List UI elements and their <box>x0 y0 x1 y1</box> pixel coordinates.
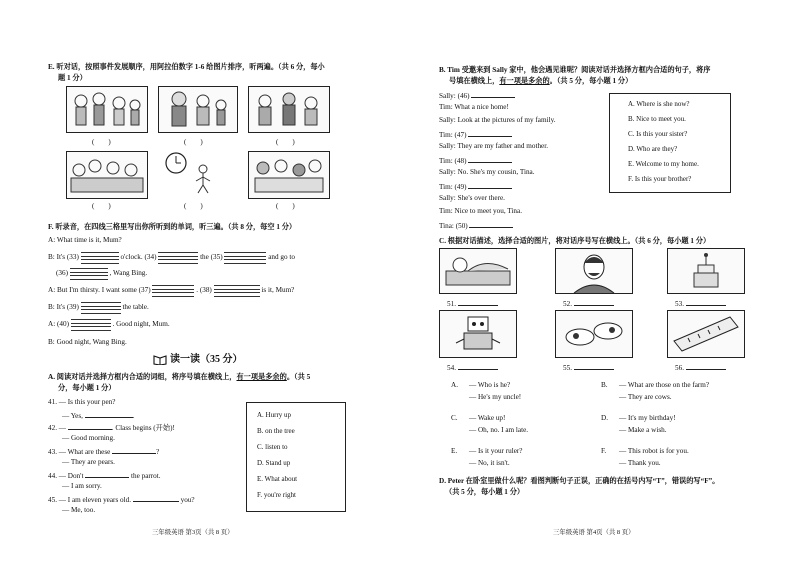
section-a-title-underlined: 有一项是多余的 <box>236 373 287 381</box>
c-num-51-label: 51. <box>447 300 456 308</box>
f-line-4-b: . (38) <box>196 286 212 295</box>
b-line-48 <box>439 155 512 166</box>
dialog-a-line-2: — He's my uncle! <box>469 393 522 401</box>
answer-fourline-34[interactable] <box>158 252 198 263</box>
section-e-title: E. 听对话，按照事件发展顺序，用阿拉伯数字 1-6 给图片排序，听两遍。（共 6 分，每小 <box>48 63 325 71</box>
answer-blank-48[interactable] <box>468 155 512 163</box>
q44-line-2: — I am sorry. <box>62 482 102 490</box>
f-line-2-b: o'clock. (34) <box>120 253 157 262</box>
dialog-c-line-1: — Wake up! <box>469 414 506 422</box>
picture-birthday-cake <box>667 248 745 294</box>
option-d: D. Stand up <box>257 459 291 467</box>
section-a-title-cont: 分，每小题 1 分） <box>58 384 116 392</box>
q45-line-1 <box>48 494 195 505</box>
f-line-2-c: the (35) <box>200 253 223 262</box>
dialog-a-letter: A. <box>451 381 458 389</box>
b-line-47 <box>439 129 512 140</box>
section-b-title: B. Tim 受邀来到 Sally 家中，他会遇见谁呢？阅读对话并选择方框内合适的句子，将序 <box>439 66 711 74</box>
answer-blank-43[interactable] <box>112 446 156 454</box>
picture-wake-up <box>439 248 517 294</box>
picture-robot <box>439 310 517 358</box>
b-line-46 <box>439 90 515 101</box>
q44-text-b: the parrot. <box>131 472 161 480</box>
b-line-50-text: Tina: (50) <box>439 222 468 230</box>
q41-line-1: 41. — Is this your pen? <box>48 398 116 406</box>
dialog-e-line-1: — Is it your ruler? <box>469 447 523 455</box>
section-d-title-cont: （共 5 分，每小题 1 分） <box>445 488 525 496</box>
q42-line-1: 42. — . Class begins (开始)! <box>48 424 175 432</box>
section-f-title: F. 听录音，在四线三格里写出你所听到的单词，听三遍。（共 8 分，每空 1 分） <box>48 223 297 231</box>
answer-blank-52[interactable] <box>574 298 614 306</box>
dialog-c-letter: C. <box>451 414 458 422</box>
f-line-7: B: Good night, Wang Bing. <box>48 338 127 346</box>
picture-cows <box>555 310 633 358</box>
reading-section-title: 读一读（35 分） <box>170 354 243 365</box>
answer-blank-55[interactable] <box>574 362 614 370</box>
section-b-title-underlined: 有一项是多余的 <box>499 77 550 85</box>
option-b-f: F. Is this your brother? <box>628 175 692 183</box>
dialog-f-letter: F. <box>601 447 607 455</box>
f-line-6-b: . Good night, Mum. <box>112 320 170 329</box>
c-num-52 <box>563 298 614 309</box>
c-num-53 <box>675 298 726 309</box>
dialog-a-line-1: — Who is he? <box>469 381 511 389</box>
q42-dash: 42. — <box>48 424 66 432</box>
left-footer: 三年级英语 第3页（共 8 页） <box>152 529 234 536</box>
answer-fourline-33[interactable] <box>81 252 119 263</box>
b-line-49-text: Tim: (49) <box>439 183 467 191</box>
picture-family-scene-4 <box>66 151 148 199</box>
answer-paren-4[interactable]: ( ) <box>92 202 111 210</box>
dialog-e-line-2: — No, it isn't. <box>469 459 510 467</box>
answer-fourline-40[interactable] <box>71 319 111 330</box>
q45-line-2: — Me, too. <box>62 506 96 514</box>
c-num-56 <box>675 362 726 373</box>
f-line-4-c: is it, Mum? <box>261 286 295 295</box>
c-num-55-label: 55. <box>563 364 572 372</box>
answer-paren-3[interactable]: ( ) <box>276 138 295 146</box>
dialog-b-letter: B. <box>601 381 608 389</box>
cow-icon <box>556 311 632 357</box>
q41-line-2: — Yes, . <box>62 412 135 420</box>
b-line-10: Tim: Nice to meet you, Tina. <box>439 207 522 215</box>
f-line-1: A: What time is it, Mum? <box>48 236 122 244</box>
section-b-title-cont <box>449 76 632 86</box>
f-line-5 <box>48 302 149 313</box>
dialog-f-line-2: — Thank you. <box>619 459 661 467</box>
c-num-55 <box>563 362 614 373</box>
reading-section-heading <box>153 350 243 365</box>
picture-clock-child <box>158 151 236 197</box>
section-b-title-cont-b: 。（共 5 分，每小题 1 分） <box>549 77 633 85</box>
f-line-5-a: B: It's (39) <box>48 303 79 312</box>
c-num-51 <box>447 298 498 309</box>
c-num-53-label: 53. <box>675 300 684 308</box>
picture-family-scene-3 <box>248 86 330 133</box>
f-line-3-a: (36) <box>56 269 68 278</box>
picture-family-scene-1 <box>66 86 148 133</box>
man-portrait-icon <box>556 249 632 293</box>
answer-paren-2[interactable]: ( ) <box>184 138 203 146</box>
clock-icon <box>158 151 236 197</box>
family-drawing-icon <box>249 152 329 198</box>
dialog-c-line-2: — Oh, no. I am late. <box>469 426 529 434</box>
book-icon <box>153 354 167 365</box>
picture-family-scene-5 <box>248 151 330 199</box>
option-e: E. What about <box>257 475 298 483</box>
section-a-title <box>48 372 310 382</box>
q44-line-1 <box>48 470 161 481</box>
answer-blank-56[interactable] <box>686 362 726 370</box>
b-line-5: Sally: They are my father and mother. <box>439 142 549 150</box>
family-drawing-icon <box>249 87 329 132</box>
dialog-b-line-1: — What are those on the farm? <box>619 381 710 389</box>
section-a-title-main: A. 阅读对话并选择方框内合适的词组，将序号填在横线上， <box>48 373 237 381</box>
f-line-5-b: the table. <box>122 303 149 312</box>
picture-ruler <box>667 310 745 358</box>
family-drawing-icon <box>159 87 237 132</box>
c-num-52-label: 52. <box>563 300 572 308</box>
option-b: B. on the tree <box>257 427 295 435</box>
picture-family-scene-2 <box>158 86 238 133</box>
family-drawing-icon <box>67 87 147 132</box>
picture-uncle <box>555 248 633 294</box>
right-page <box>397 0 794 561</box>
dialog-b-line-2: — They are cows. <box>619 393 672 401</box>
bed-icon <box>440 249 516 293</box>
q42-line-2: — Good morning. <box>62 434 115 442</box>
answer-blank-54[interactable] <box>458 362 498 370</box>
option-c: C. listen to <box>257 443 288 451</box>
section-c-title: C. 根据对话描述，选择合适的图片，将对话序号写在横线上。（共 6 分，每小题 1 分） <box>439 237 711 245</box>
q44-text-a: 44. — Don't <box>48 472 84 480</box>
answer-fourline-39[interactable] <box>81 302 121 313</box>
option-b-c: C. Is this your sister? <box>628 130 688 138</box>
f-line-4 <box>48 285 294 296</box>
robot-icon <box>440 311 516 357</box>
answer-blank-45[interactable] <box>133 494 179 502</box>
f-line-3-b: , Wang Bing. <box>109 269 148 278</box>
answer-blank-50[interactable] <box>469 220 513 228</box>
f-line-2-d: and go to <box>268 253 295 262</box>
q45-text-a: 45. — I am eleven years old. <box>48 496 132 504</box>
b-line-3: Sally: Look at the pictures of my family. <box>439 116 556 124</box>
family-drawing-icon <box>67 152 147 198</box>
b-line-7: Sally: No. She's my cousin, Tina. <box>439 168 535 176</box>
cake-icon <box>668 249 744 293</box>
answer-blank-51[interactable] <box>458 298 498 306</box>
answer-blank-46[interactable] <box>471 90 515 98</box>
b-line-9: Sally: She's over there. <box>439 194 505 202</box>
q43-qmark: ? <box>156 448 160 456</box>
answer-blank-42[interactable] <box>68 422 112 430</box>
q43-line-2: — They are pears. <box>62 458 115 466</box>
section-d-title: D. Peter 在卧室里做什么呢？看图判断句子正误，正确的在括号内写“T”，错误的写“F”。 <box>439 477 720 485</box>
dialog-f-line-1: — This robot is for you. <box>619 447 689 455</box>
answer-fourline-38[interactable] <box>214 285 260 296</box>
q41-text: — Yes, <box>62 412 83 420</box>
answer-blank-49[interactable] <box>468 181 512 189</box>
section-b-options-box <box>609 93 731 193</box>
q43-line-1 <box>48 446 159 457</box>
option-b-e: E. Welcome to my home. <box>628 160 699 168</box>
option-b-a: A. Where is she now? <box>628 100 690 108</box>
q43-text: 43. — What are these <box>48 448 111 456</box>
q45-text-b: you? <box>180 496 195 504</box>
dialog-d-line-1: — It's my birthday! <box>619 414 676 422</box>
answer-blank-53[interactable] <box>686 298 726 306</box>
q42-text: Class begins (开始)! <box>115 424 175 432</box>
section-e-title-cont: 题 1 分） <box>58 74 87 82</box>
f-line-3 <box>56 268 147 279</box>
dialog-d-line-2: — Make a wish. <box>619 426 667 434</box>
c-num-54 <box>447 362 498 373</box>
option-a: A. Hurry up <box>257 411 292 419</box>
b-line-47-text: Tim: (47) <box>439 131 467 139</box>
f-line-2-a: B: It's (33) <box>48 253 79 262</box>
answer-blank-41[interactable] <box>85 410 133 418</box>
answer-paren-6[interactable]: ( ) <box>276 202 295 210</box>
answer-blank-44[interactable] <box>85 470 129 478</box>
b-line-2: Tim: What a nice home! <box>439 103 509 111</box>
b-line-48-text: Tim: (48) <box>439 157 467 165</box>
f-line-6-a: A: (40) <box>48 320 69 329</box>
right-footer: 三年级英语 第4页（共 8 页） <box>553 529 635 536</box>
option-b-d: D. Who are they? <box>628 145 678 153</box>
ruler-icon <box>668 311 744 357</box>
option-b-b: B. Nice to meet you. <box>628 115 686 123</box>
c-num-54-label: 54. <box>447 364 456 372</box>
answer-paren-5[interactable]: ( ) <box>184 202 203 210</box>
answer-paren-1[interactable]: ( ) <box>92 138 111 146</box>
f-line-6 <box>48 319 170 330</box>
b-line-50 <box>439 220 513 231</box>
b-line-46-text: Sally: (46) <box>439 92 470 100</box>
f-line-2 <box>48 252 295 263</box>
dialog-e-letter: E. <box>451 447 458 455</box>
dialog-d-letter: D. <box>601 414 608 422</box>
f-line-4-a: A: But I'm thirsty. I want some (37) <box>48 286 151 295</box>
option-f: F. you're right <box>257 491 297 499</box>
c-num-56-label: 56. <box>675 364 684 372</box>
section-a-options-box <box>246 402 346 512</box>
answer-fourline-35[interactable] <box>224 252 266 263</box>
answer-fourline-36[interactable] <box>70 268 108 279</box>
answer-fourline-37[interactable] <box>152 285 194 296</box>
section-b-title-cont-a: 号填在横线上， <box>449 77 500 85</box>
section-a-title-end: 。（共 5 <box>286 373 311 381</box>
answer-blank-47[interactable] <box>468 129 512 137</box>
b-line-49 <box>439 181 512 192</box>
